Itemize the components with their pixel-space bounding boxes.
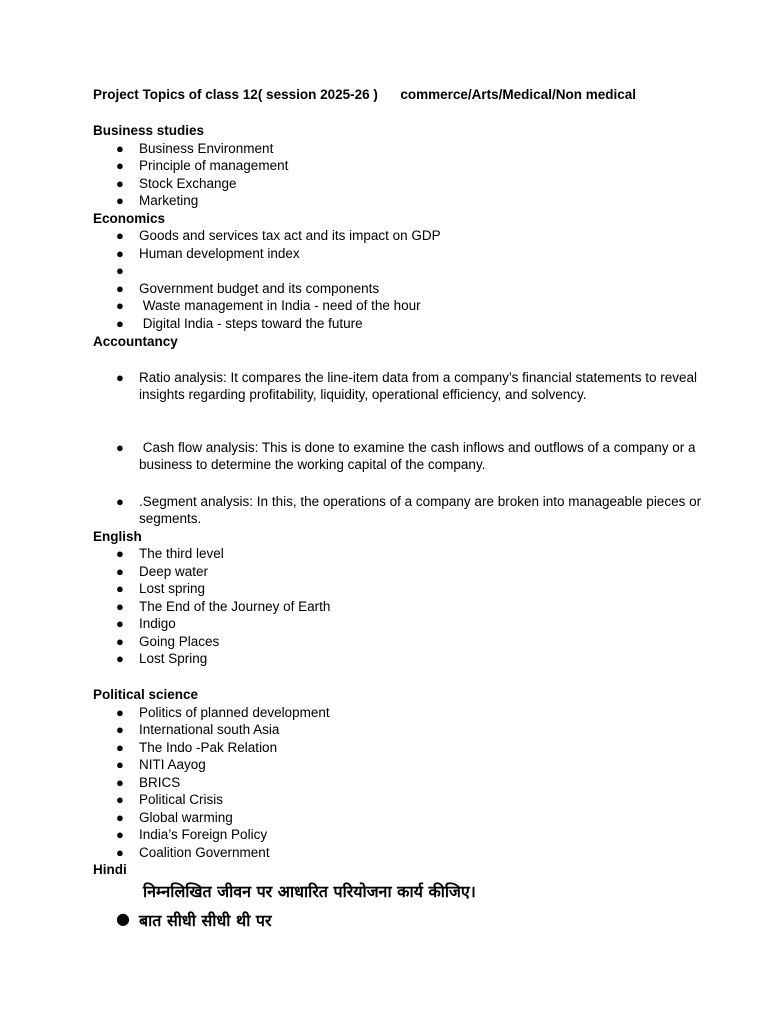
bullet-icon: ● xyxy=(116,722,124,737)
section-english xyxy=(93,528,708,668)
list-item: ● Politics of planned development xyxy=(116,704,330,720)
bullet-icon: ● xyxy=(116,546,124,561)
topic-list xyxy=(93,439,708,474)
bullet-icon: ● xyxy=(116,245,124,261)
topic-list xyxy=(93,227,708,332)
list-item: ● The third level xyxy=(116,546,224,561)
bullet-icon: ● xyxy=(116,298,124,313)
list-item: ● International south Asia xyxy=(116,722,280,737)
list-item: ● The Indo -Pak Relation xyxy=(116,739,278,755)
section-heading: Business studies xyxy=(93,123,205,138)
list-item: ● Lost Spring xyxy=(116,651,208,666)
bullet-icon: ● xyxy=(116,158,124,173)
list-item: ● Indigo xyxy=(116,616,176,631)
bullet-icon: ● xyxy=(116,228,124,243)
bullet-icon: ● xyxy=(116,581,124,596)
hindi-instruction: निम्नलिखित जीवन पर आधारित परियोजना कार्य कीजिए। xyxy=(143,882,476,901)
topic-list xyxy=(93,493,708,528)
bullet-icon: ● xyxy=(116,651,124,666)
bullet-icon: ● xyxy=(116,757,124,772)
bullet-icon: ● xyxy=(116,493,124,509)
list-item: ● The End of the Journey of Earth xyxy=(116,598,331,614)
bullet-icon: ● xyxy=(116,633,124,649)
bullet-icon: ● xyxy=(116,439,124,455)
list-item: ● Deep water xyxy=(116,563,209,579)
document-page: Project Topics of class 12( session 2025-26 ) commerce/Arts/Medical/Non medical Business studies ● Business Environment ● Principle of management ● Stock Exchange ● Marketing Economics ● Goods and services tax act and its impact on GDP ● Human development index ● ● Government budget and its components ● Waste management in India - need of the hour ● Digital India - steps toward the future Accountancy ● Ratio analysis: It compares the line-item data from a company’s financial statements to reveal insights regarding profitability, liquidity, operational efficiency, and solvency. ● Cash flow analysis: This is done to examine the cash inflows and outflows of a company or a business to determine the working capital of the company. ● .Segment analysis: In this, the operations of a company are broken into manageable pieces or segments. English ● The third level ● Deep water ● Lost spring ● The End of the Journey of Earth ● Indigo ● Going Places ● Lost Spring Political science ● Politics of planned development ● International south Asia ● The Indo -Pak Relation ● NITI Aayog ● BRICS ● Political Crisis ● Global warming ● India’s Foreign Policy ● Coalition Government Hindi निम्नलिखित जीवन पर आधारित परियोजना कार्य कीजिए। ● बात सीधी सीधी थी पर xyxy=(0,0,768,1024)
bullet-icon: ● xyxy=(116,809,124,825)
section-heading: Economics xyxy=(93,210,166,226)
list-item: ● BRICS xyxy=(116,774,181,790)
bullet-icon: ● xyxy=(116,315,124,331)
accountancy-item-cashflow xyxy=(93,439,708,474)
section-heading-hindi: Hindi xyxy=(93,862,127,877)
bullet-icon: ● xyxy=(116,140,124,156)
accountancy-item-ratio xyxy=(93,369,708,404)
list-item: ● Principle of management xyxy=(116,158,289,173)
list-item: ● Global warming xyxy=(116,809,233,825)
topic-list xyxy=(93,545,708,668)
page-title: Project Topics of class 12( session 2025-26 ) commerce/Arts/Medical/Non medical xyxy=(93,87,636,102)
list-item: ● Government budget and its components xyxy=(116,280,380,296)
list-item: ● Marketing xyxy=(116,193,199,208)
list-item: ● Digital India - steps toward the future xyxy=(116,315,363,331)
list-item: ● Coalition Government xyxy=(116,844,270,860)
list-item: ● Stock Exchange xyxy=(116,175,237,191)
list-item: ● .Segment analysis: In this, the operations of a company are broken into manageable pieces or segments. xyxy=(116,493,702,526)
bullet-icon: ● xyxy=(116,563,124,579)
bullet-icon: ● xyxy=(116,369,124,385)
section-business-studies xyxy=(93,122,708,210)
bullet-icon: ● xyxy=(116,909,130,928)
bullet-icon: ● xyxy=(116,598,124,614)
list-item: ● Business Environment xyxy=(116,140,274,156)
bullet-icon: ● xyxy=(116,193,124,208)
section-accountancy xyxy=(93,333,708,351)
bullet-icon: ● xyxy=(116,175,124,191)
list-item: ● Goods and services tax act and its impact on GDP xyxy=(116,228,441,243)
list-item: ● Going Places xyxy=(116,633,220,649)
topic-list xyxy=(93,369,708,404)
bullet-icon: ● xyxy=(116,263,124,278)
topic-list xyxy=(93,704,708,862)
bullet-icon: ● xyxy=(116,827,124,842)
topic-list xyxy=(93,140,708,210)
section-political-science xyxy=(93,686,708,879)
bullet-icon: ● xyxy=(116,280,124,296)
section-economics xyxy=(93,210,708,333)
list-item: ● Cash flow analysis: This is done to examine the cash inflows and outflows of a company or a business to determine the working capital of the company. xyxy=(116,439,700,472)
list-item: ● NITI Aayog xyxy=(116,757,206,772)
bullet-icon: ● xyxy=(116,774,124,790)
list-item: ● Human development index xyxy=(116,245,300,261)
list-item xyxy=(93,262,708,280)
section-heading: Political science xyxy=(93,687,199,702)
list-item: ● Ratio analysis: It compares the line-item data from a company’s financial statements to reveal insights regarding profitability, liquidity, operational efficiency, and solvency. xyxy=(116,369,698,402)
section-heading: English xyxy=(93,528,142,544)
list-item: ● Waste management in India - need of the hour xyxy=(116,298,421,313)
bullet-icon: ● xyxy=(116,704,124,720)
bullet-icon: ● xyxy=(116,792,124,807)
section-heading: Accountancy xyxy=(93,334,178,349)
bullet-icon: ● xyxy=(116,739,124,755)
list-item: ● India’s Foreign Policy xyxy=(116,827,268,842)
list-item: ● Lost spring xyxy=(116,581,206,596)
list-item: ● Political Crisis xyxy=(116,792,224,807)
bullet-icon: ● xyxy=(116,616,124,631)
accountancy-item-segment xyxy=(93,493,708,528)
bullet-icon: ● xyxy=(116,844,124,860)
